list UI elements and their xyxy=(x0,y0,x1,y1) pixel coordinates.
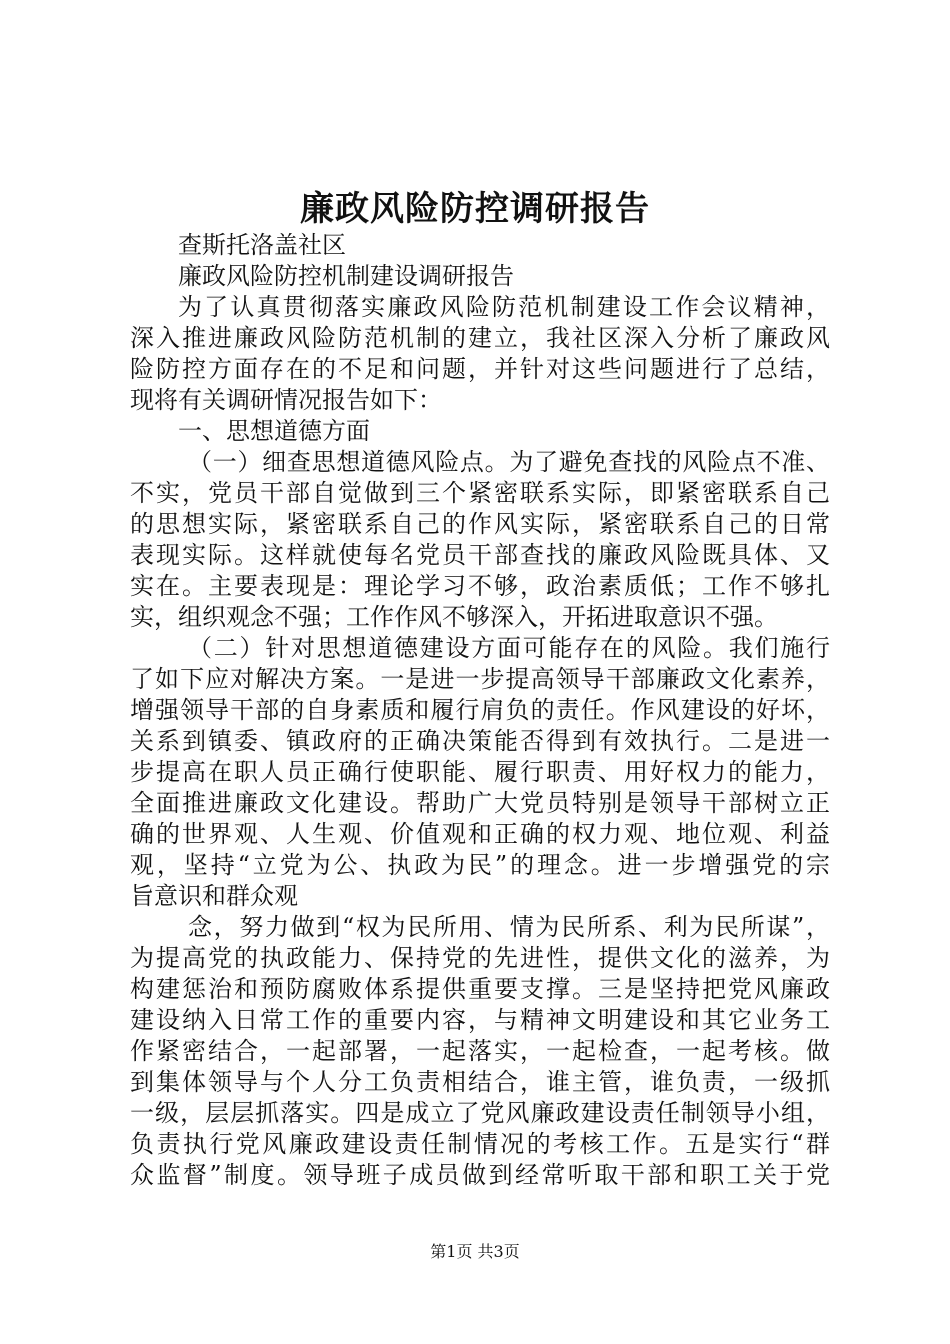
text-line: 实，组织观念不强；工作作风不够深入，开拓进取意识不强。 xyxy=(130,603,778,631)
text-line: 的思想实际，紧密联系自己的作风实际，紧密联系自己的日常 xyxy=(130,510,830,538)
text-line: 念，努力做到“权为民所用、情为民所系、利为民所谋”， xyxy=(188,913,830,941)
text-line: 不实，党员干部自觉做到三个紧密联系实际，即紧密联系自己 xyxy=(130,479,830,507)
document-body xyxy=(130,230,830,1191)
text-line: 为了认真贯彻落实廉政风险防范机制建设工作会议精神， xyxy=(178,293,830,321)
text-line: 一、思想道德方面 xyxy=(178,417,370,445)
text-line: 现将有关调研情况报告如下： xyxy=(130,386,442,414)
text-line: 表现实际。这样就使每名党员干部查找的廉政风险既具体、又 xyxy=(130,541,830,569)
text-line: （一）细查思想道德风险点。为了避免查找的风险点不准、 xyxy=(188,448,830,476)
text-line: 建设纳入日常工作的重要内容，与精神文明建设和其它业务工 xyxy=(130,1006,830,1034)
text-line: 为提高党的执政能力、保持党的先进性，提供文化的滋养，为 xyxy=(130,944,830,972)
text-line: 关系到镇委、镇政府的正确决策能否得到有效执行。二是进一 xyxy=(130,727,830,755)
text-line: 了如下应对解决方案。一是进一步提高领导干部廉政文化素养， xyxy=(130,665,830,693)
text-line: 实在。主要表现是：理论学习不够，政治素质低；工作不够扎 xyxy=(130,572,830,600)
text-line: 构建惩治和预防腐败体系提供重要支撑。三是坚持把党风廉政 xyxy=(130,975,830,1003)
text-line: 众监督”制度。领导班子成员做到经常听取干部和职工关于党 xyxy=(130,1161,830,1189)
document-title: 廉政风险防控调研报告 xyxy=(300,189,650,229)
text-line: 旨意识和群众观 xyxy=(130,882,298,910)
text-line: （二）针对思想道德建设方面可能存在的风险。我们施行 xyxy=(188,634,830,662)
text-line: 负责执行党风廉政建设责任制情况的考核工作。五是实行“群 xyxy=(130,1130,830,1158)
text-line: 险防控方面存在的不足和问题，并针对这些问题进行了总结， xyxy=(130,355,830,383)
text-line: 观，坚持“立党为公、执政为民”的理念。进一步增强党的宗 xyxy=(130,851,830,879)
text-line: 深入推进廉政风险防范机制的建立，我社区深入分析了廉政风 xyxy=(130,324,830,352)
text-line: 步提高在职人员正确行使职能、履行职责、用好权力的能力， xyxy=(130,758,830,786)
page-footer: 第1页 共3页 xyxy=(430,1242,520,1261)
text-line: 作紧密结合，一起部署，一起落实，一起检查，一起考核。做 xyxy=(130,1037,830,1065)
text-line: 增强领导干部的自身素质和履行肩负的责任。作风建设的好坏， xyxy=(130,696,830,724)
text-line: 到集体领导与个人分工负责相结合，谁主管，谁负责，一级抓 xyxy=(130,1068,830,1096)
text-line: 查斯托洛盖社区 xyxy=(178,231,346,259)
text-line: 确的世界观、人生观、价值观和正确的权力观、地位观、利益 xyxy=(130,820,830,848)
text-line: 廉政风险防控机制建设调研报告 xyxy=(178,262,514,290)
text-line: 全面推进廉政文化建设。帮助广大党员特别是领导干部树立正 xyxy=(130,789,830,817)
text-line: 一级，层层抓落实。四是成立了党风廉政建设责任制领导小组， xyxy=(130,1099,830,1127)
